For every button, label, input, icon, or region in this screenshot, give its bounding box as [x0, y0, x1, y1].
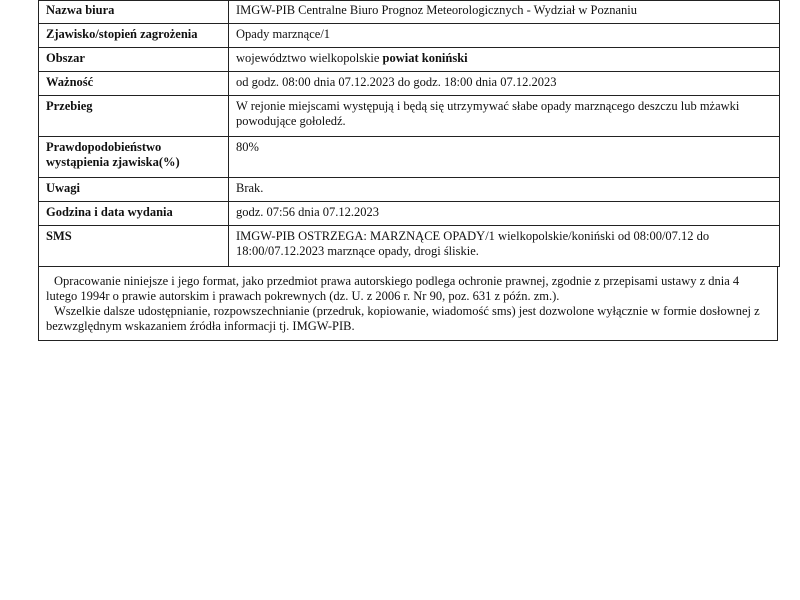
copyright-paragraph: Opracowanie niniejsze i jego format, jako przedmiot prawa autorskiego podlega ochronie prawnej, zgodnie z przepisami ustawy z dnia 4 lutego 1994r o prawie autorskim i prawach pokrewnych (dz. U. z 2006 r. Nr 90, poz. 631 z późn. zm.).	[46, 274, 740, 303]
remarks-label: Uwagi	[39, 178, 229, 202]
issued-label: Godzina i data wydania	[39, 202, 229, 226]
table-row-sms	[39, 226, 780, 267]
issued-value: godz. 07:56 dnia 07.12.2023	[229, 202, 780, 226]
probability-label: Prawdopodobieństwo wystąpienia zjawiska(%)	[39, 137, 229, 178]
table-row-remarks	[39, 178, 780, 202]
area-county: powiat koniński	[382, 51, 468, 65]
copyright-footer	[38, 267, 778, 341]
validity-value: od godz. 08:00 dnia 07.12.2023 do godz. 18:00 dnia 07.12.2023	[229, 72, 780, 96]
validity-label: Ważność	[39, 72, 229, 96]
office-value: IMGW-PIB Centralne Biuro Prognoz Meteorologicznych - Wydział w Poznaniu	[229, 1, 780, 24]
table-row-phenomenon	[39, 24, 780, 48]
phenomenon-value: Opady marznące/1	[229, 24, 780, 48]
table-row-area	[39, 48, 780, 72]
office-label: Nazwa biura	[39, 1, 229, 24]
warning-table	[38, 0, 780, 267]
table-row-probability	[39, 137, 780, 178]
table-row-course	[39, 96, 780, 137]
table-row-issued	[39, 202, 780, 226]
sms-label: SMS	[39, 226, 229, 267]
course-label: Przebieg	[39, 96, 229, 137]
course-value: W rejonie miejscami występują i będą się utrzymywać słabe opady marznącego deszczu lub mżawki powodujące gołoledź.	[229, 96, 780, 137]
sms-value: IMGW-PIB OSTRZEGA: MARZNĄCE OPADY/1 wielkopolskie/koniński od 08:00/07.12 do 18:00/07.12.2023 marznące opady, drogi śliskie.	[229, 226, 780, 267]
phenomenon-label: Zjawisko/stopień zagrożenia	[39, 24, 229, 48]
area-region: województwo wielkopolskie	[236, 51, 380, 65]
area-label: Obszar	[39, 48, 229, 72]
area-value	[229, 48, 780, 72]
table-row-office	[39, 1, 780, 24]
usage-paragraph: Wszelkie dalsze udostępnianie, rozpowszechnianie (przedruk, kopiowanie, wiadomość sms) jest dozwolone wyłącznie w formie dosłownej z bezwzględnym wskazaniem źródła informacji tj. IMGW-PIB.	[46, 304, 760, 333]
probability-value: 80%	[229, 137, 780, 178]
warning-document	[38, 0, 776, 341]
remarks-value: Brak.	[229, 178, 780, 202]
table-row-validity	[39, 72, 780, 96]
